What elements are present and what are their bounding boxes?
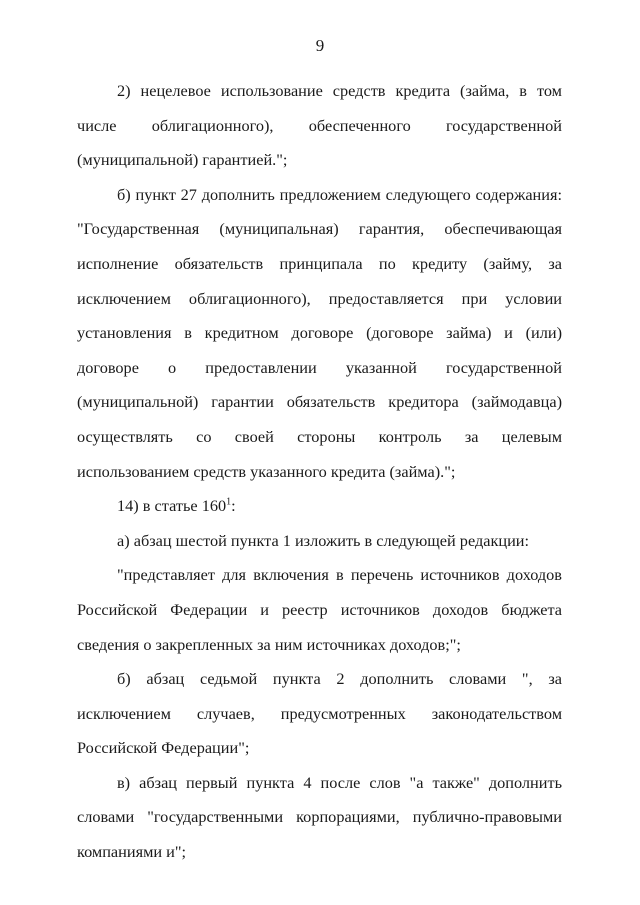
page-number: 9 [315, 36, 325, 55]
document-body [77, 74, 562, 870]
paragraph-subitem-b-point-2: б) абзац седьмой пункта 2 дополнить словами ", за исключением случаев, предусмотренных законодательством Российской Федерации"; [77, 669, 562, 758]
paragraph-item-14 [77, 489, 562, 524]
paragraph-item-14-text: 14) в статье 160 [117, 496, 227, 516]
article-superscript: 1 [226, 496, 232, 508]
paragraph-subitem-b-point-27: б) пункт 27 дополнить предложением следующего содержания: "Государственная (муниципальная) гарантия, обеспечивающая исполнение обязательств принципала по кредиту (займу, за исключением облигационного), предоставляется при условии установления в кредитном договоре (договоре займа) и (или) договоре о предоставлении указанной государственной (муниципальной) гарантии обязательств кредитора (займодавца) осуществлять со своей стороны контроль за целевым использованием средств указанного кредита (займа)."; [77, 184, 562, 481]
paragraph-item-2: 2) нецелевое использование средств кредита (займа, в том числе облигационного), обеспеченного государственной (муниципальной) гарантией."; [77, 81, 562, 170]
paragraph-subitem-v: в) абзац первый пункта 4 после слов "а также" дополнить словами "государственными корпорациями, публично-правовыми компаниями и"; [77, 772, 562, 862]
paragraph-subitem-a: а) абзац шестой пункта 1 изложить в следующей редакции: [117, 530, 530, 550]
paragraph-item-14-colon: : [231, 496, 236, 516]
paragraph-quoted-text: "представляет для включения в перечень источников доходов Российской Федерации и реестр источников доходов бюджета сведения о закрепленных за ним источниках доходов;"; [77, 565, 562, 654]
